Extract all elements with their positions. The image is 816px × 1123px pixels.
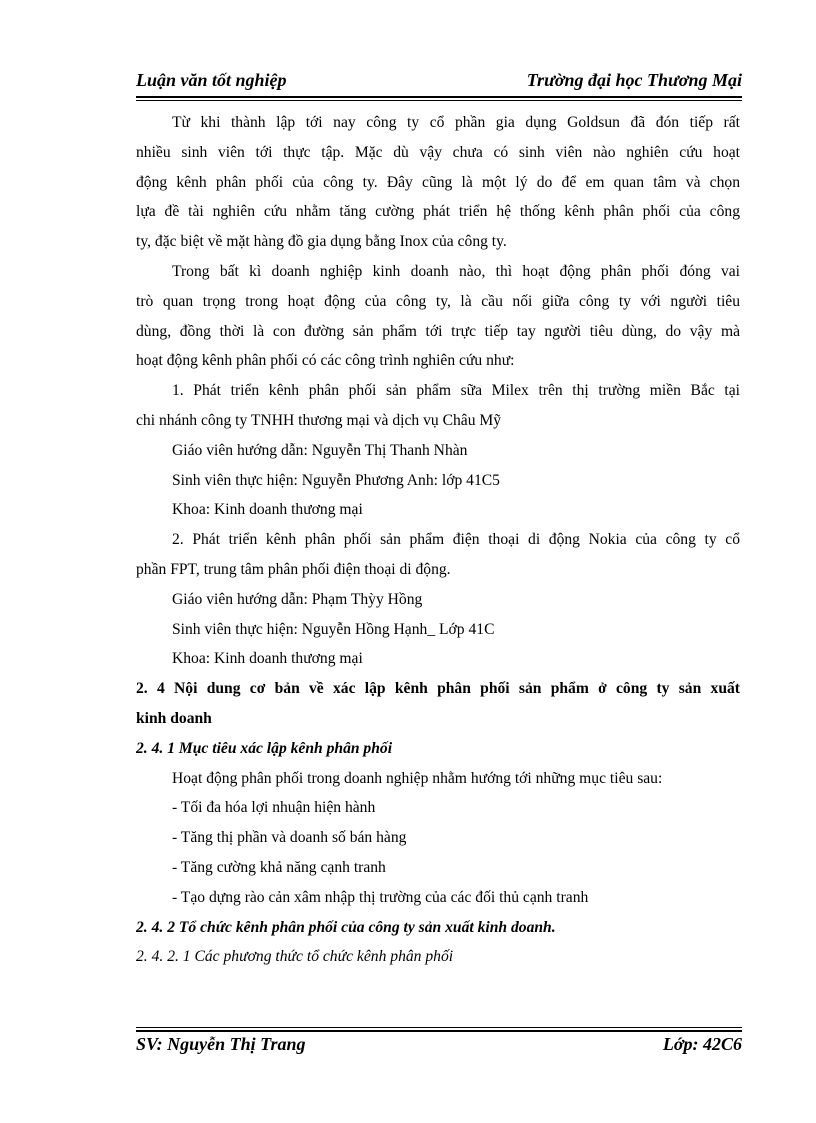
student-line: Sinh viên thực hiện: Nguyễn Phương Anh: lớp 41C5 [172, 471, 500, 489]
faculty-line: Khoa: Kinh doanh thương mại [172, 501, 363, 519]
page-header [136, 70, 742, 96]
list-item: phần FPT, trung tâm phân phối điện thoại di động. [136, 560, 451, 578]
header-rule-thin [136, 100, 742, 101]
student-line: Sinh viên thực hiện: Nguyễn Hồng Hạnh_ Lớp 41C [172, 620, 495, 638]
subsubsection-heading: 2. 4. 2. 1 Các phương thức tổ chức kênh phân phối [136, 948, 454, 966]
bullet-item: - Tăng thị phần và doanh số bán hàng [172, 829, 407, 847]
paragraph-line: Hoạt động phân phối trong doanh nghiệp nhằm hướng tới những mục tiêu sau: [172, 769, 663, 787]
supervisor-line: Giáo viên hướng dẫn: Phạm Thỳy Hồng [172, 590, 423, 608]
paragraph-line: Từ khi thành lập tới nay công ty cổ phần gia dụng Goldsun đã đón tiếp rất [172, 114, 740, 131]
subsection-heading: 2. 4. 2 Tổ chức kênh phân phối của công ty sản xuất kinh doanh. [136, 918, 556, 936]
page-footer [136, 1034, 742, 1060]
footer-student-name: SV: Nguyễn Thị Trang [136, 1034, 306, 1054]
footer-rule-thin [136, 1027, 742, 1028]
list-item: 1. Phát triển kênh phân phối sản phẩm sữa Milex trên thị trường miền Bắc tại [172, 382, 740, 400]
paragraph-line: ty, đặc biệt về mặt hàng đồ gia dụng bằng Inox của công ty. [136, 233, 507, 251]
list-item: chi nhánh công ty TNHH thương mại và dịch vụ Châu Mỹ [136, 411, 502, 429]
bullet-item: - Tăng cường khả năng cạnh tranh [172, 858, 386, 876]
header-rule [136, 96, 742, 98]
paragraph-line: Trong bất kì doanh nghiệp kinh doanh nào, thì hoạt động phân phối đóng vai [172, 262, 740, 280]
paragraph-line: động kênh phân phối của công ty. Đây cũng là một lý do để em quan tâm và chọn [136, 173, 740, 191]
supervisor-line: Giáo viên hướng dẫn: Nguyễn Thị Thanh Nhàn [172, 441, 468, 459]
paragraph-line: hoạt động kênh phân phối có các công trình nghiên cứu như: [136, 352, 515, 370]
section-heading: 2. 4 Nội dung cơ bản về xác lập kênh phân phối sản phẩm ở công ty sản xuất [136, 680, 740, 698]
header-university-label: Trường đại học Thương Mại [526, 70, 742, 90]
paragraph-line: trò quan trọng trong hoạt động của công ty, là cầu nối giữa công ty với người tiêu [136, 292, 740, 310]
list-item: 2. Phát triển kênh phân phối sản phẩm điện thoại di động Nokia của công ty cổ [172, 531, 740, 549]
page-body [136, 108, 740, 972]
footer-rule [136, 1030, 742, 1032]
header-thesis-label: Luận văn tốt nghiệp [136, 70, 287, 90]
subsection-heading: 2. 4. 1 Mục tiêu xác lập kênh phân phối [136, 739, 393, 757]
bullet-item: - Tạo dựng rào cản xâm nhập thị trường của các đối thủ cạnh tranh [172, 888, 589, 906]
paragraph-line: dùng, đồng thời là con đường sản phẩm tới trực tiếp tay người tiêu dùng, do vậy mà [136, 322, 740, 340]
paragraph-line: lựa đề tài nghiên cứu nhằm tăng cường phát triển hệ thống kênh phân phối của công [136, 203, 740, 221]
bullet-item: - Tối đa hóa lợi nhuận hiện hành [172, 799, 376, 817]
paragraph-line: nhiều sinh viên tới thực tập. Mặc dù vậy chưa có sinh viên nào nghiên cứu hoạt [136, 143, 740, 161]
footer-class-label: Lớp: 42C6 [662, 1034, 742, 1054]
section-heading: kinh doanh [136, 709, 212, 727]
faculty-line: Khoa: Kinh doanh thương mại [172, 650, 363, 668]
